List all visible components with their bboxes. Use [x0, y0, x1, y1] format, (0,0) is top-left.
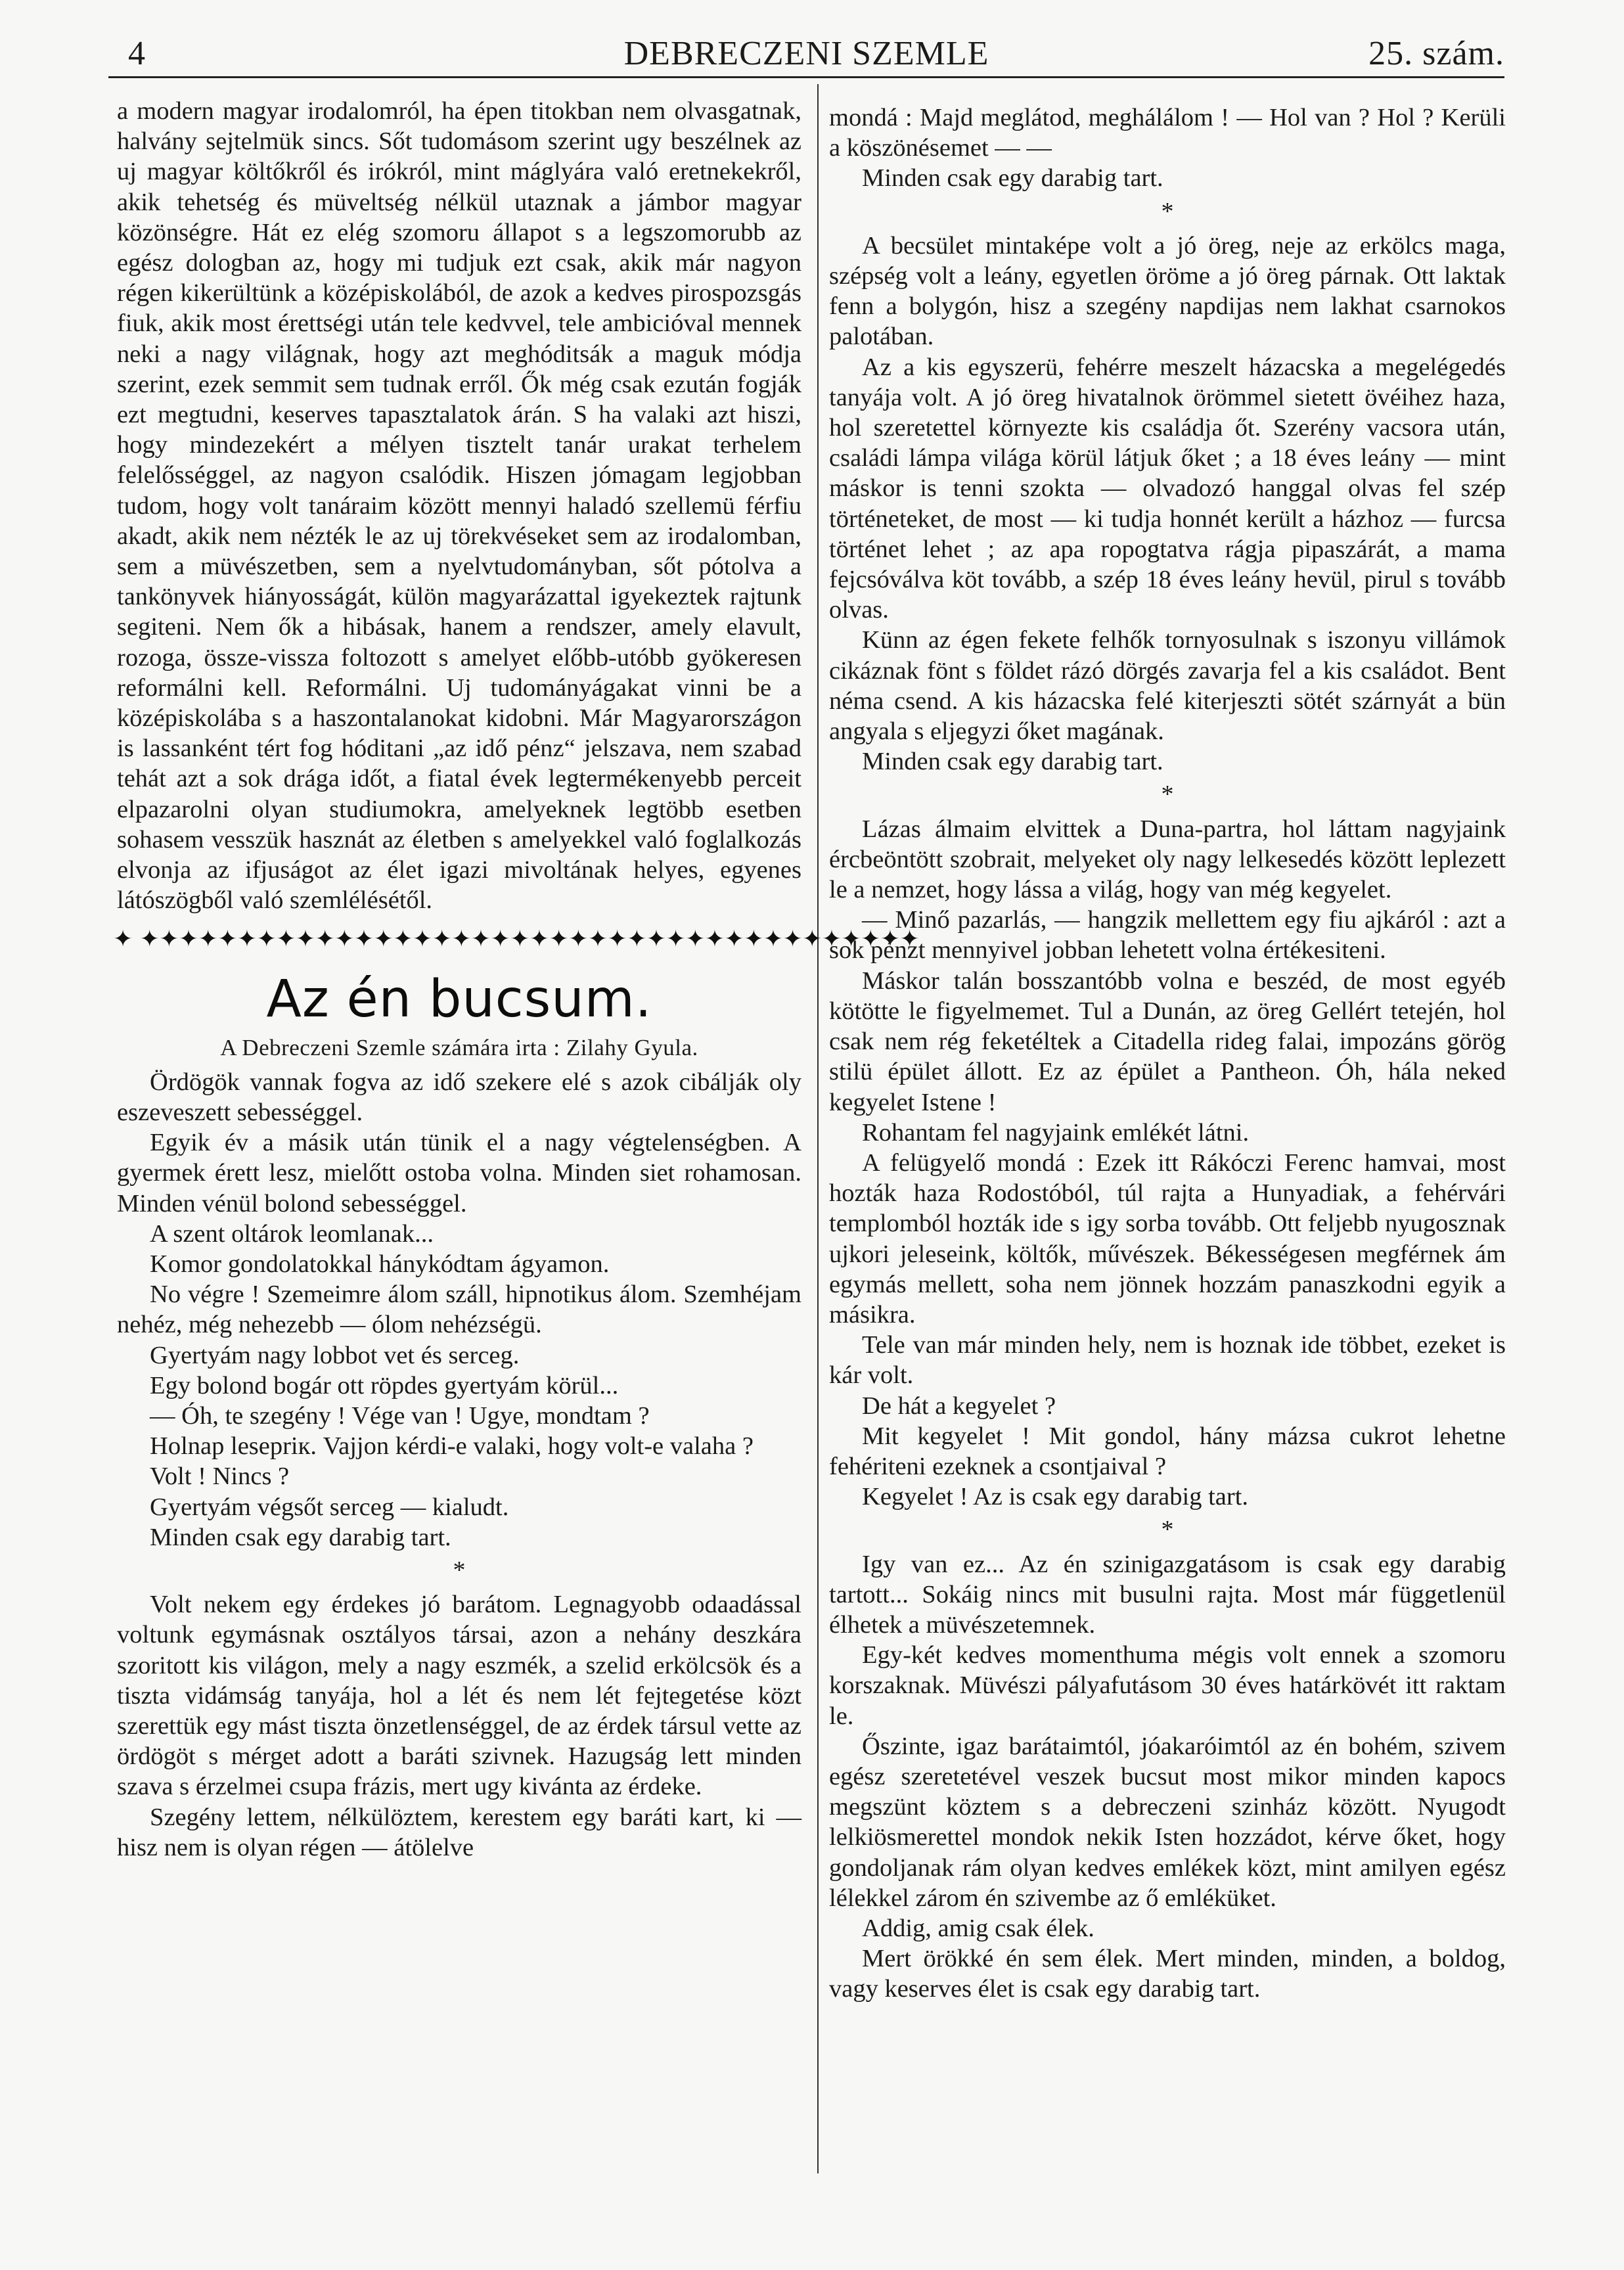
paragraph: Egy bolond bogár ott röpdes gyertyám körül... — [150, 1371, 619, 1399]
paragraph: Künn az égen fekete felhők tornyosulnak s iszonyu villámok cikáznak fönt s földet rázó dörgés zavarja fel a kis családot. Bent néma csend. A kis házacska felé kiterjeszti sötét szárnyát a bün angyala s eljegyzi őket magának. — [829, 626, 1506, 746]
paragraph: Komor gondolatokkal hánykódtam ágyamon. — [150, 1250, 610, 1278]
paragraph: Az a kis egyszerü, fehérre meszelt házacska a megelégedés tanyája volt. A jó öreg hivatalnok örömmel sietett övéihez haza, hol szeretettel környezte kis családja őt. Szerény vacsora után, családi lámpa világa körül látjuk őket ; a 18 éves leány — mint máskor is tenni szokta — olvadozó hanggal olvas fel szép történeteket, de most — ki tudja honnét került a házhoz — furcsa történet lehet ; az apa ropogtatva rágja pipaszárát, a mama fejcsóválva köt tovább, a szép 18 éves leány hevül, pirul s tovább olvas. — [829, 353, 1506, 624]
refrain: Kegyelet ! Az is csak egy darabig tart. — [862, 1483, 1249, 1511]
article-title: Az én bucsum. — [266, 969, 652, 1029]
refrain: Minden csak egy darabig tart. — [862, 748, 1163, 776]
article-byline: A Debreczeni Szemle számára irta : Zilahy Gyula. — [220, 1034, 698, 1060]
paragraph: Gyertyám nagy lobbot vet és serceg. — [150, 1341, 520, 1369]
paragraph: Egyik év a másik után tünik el a nagy végtelenségben. A gyermek érett lesz, mielőtt ostoba volna. Minden siet rohamosan. Minden vénül bolond sebességgel. — [117, 1129, 801, 1217]
page-number: 4 — [128, 35, 146, 72]
paragraph: Mit kegyelet ! Mit gondol, hány mázsa cukrot lehetne fehériteni ezeknek a csontjaival ? — [829, 1422, 1506, 1480]
right-column — [829, 102, 1506, 2005]
paragraph: A felügyelő mondá : Ezek itt Rákóczi Ferenc hamvai, most hozták haza Rodostóból, túl rajta a Hunyadiak, a fehérvári templomból hozták ide s igy sorba tovább. Ott feljebb nyugosznak ujkori jeleseink, költők, művészek. Békességesen megférnek ám egymás mellett, soha nem jönnek hozzám panaszkodni egyik a másikra. — [829, 1148, 1506, 1328]
paragraph: Gyertyám végsőt serceg — kialudt. — [150, 1493, 509, 1521]
paragraph: Rohantam fel nagyjaink emlékét látni. — [862, 1118, 1250, 1146]
refrain: Minden csak egy darabig tart. — [862, 164, 1163, 193]
section-separator: * — [1161, 781, 1174, 809]
paragraph: Volt ! Nincs ? — [150, 1463, 290, 1491]
header-rule — [108, 76, 1504, 78]
ornament-divider: ✦ ✦✦✦✦✦✦✦✦✦✦✦✦✦✦✦✦✦✦✦✦✦✦✦✦✦✦✦✦✦✦✦✦✦✦✦✦✦✦✦✦ — [113, 926, 920, 953]
closing-paragraph: Mert örökké én sem élek. Mert minden, minden, a boldog, vagy keserves élet is csak egy darabig tart. — [829, 1945, 1506, 2003]
paragraph: A becsület mintaképe volt a jó öreg, neje az erkölcs maga, szépség volt a leány, egyetlen öröme a jó öreg párnak. Ott laktak fenn a bolygón, hisz a szegény napdijas nem lakhat csarnokos palotában. — [829, 231, 1506, 351]
section-separator: * — [1161, 1516, 1174, 1544]
paragraph: — Óh, te szegény ! Vége van ! Ugye, mondtam ? — [150, 1401, 650, 1430]
paragraph: Őszinte, igaz barátaimtól, jóakaróimtól az én bohém, szivem egész szeretetével veszek bucsut most mikor minden kapocs megszünt köztem s a debreczeni szinház között. Nyugodt lelkiösmerettel mondok nekik Isten hozzádot, kérve őket, hogy gondoljanak rám olyan kedves emlékek közt, mint amilyen egész lélekkel zárom én szivembe az ő emléküket. — [829, 1732, 1506, 1912]
paragraph: No végre ! Szemeimre álom száll, hipnotikus álom. Szemhéjam nehéz, még nehezebb — ólom nehézségü. — [117, 1281, 801, 1339]
paragraph: mondá : Majd meglátod, meghálálom ! — Hol van ? Hol ? Kerüli a köszönésemet — — — [829, 104, 1506, 162]
paragraph: Lázas álmaim elvittek a Duna-partra, hol láttam nagyjaink ércbeöntött szobrait, melyeket oly nagy lelkesedés között leplezett le a nemzet, hogy lássa a világ, hogy van még kegyelet. — [829, 815, 1506, 904]
paragraph: Ördögök vannak fogva az idő szekere elé s azok cibálják oly eszeveszett sebességgel. — [117, 1068, 801, 1126]
section-separator: * — [1161, 197, 1174, 225]
issue-number: 25. szám. — [1368, 35, 1504, 72]
left-column — [113, 96, 920, 1863]
paragraph: De hát a kegyelet ? — [862, 1392, 1056, 1420]
paragraph: Tele van már minden hely, nem is hoznak ide többet, ezeket is kár volt. — [829, 1331, 1506, 1390]
column-divider — [817, 84, 819, 2173]
paragraph: Máskor talán bosszantóbb volna e beszéd, de most egyéb kötötte le figyelmemet. Tul a Dunán, az öreg Gellért tetején, hol csak nem rég feketéltek a Citadella rideg falai, impozáns görög stilü épület állott. Ez az épület a Pantheon. Óh, hála neked kegyelet Istene ! — [829, 966, 1506, 1116]
page-header — [108, 29, 1504, 75]
paragraph: Volt nekem egy érdekes jó barátom. Legnagyobb odaadással voltunk egymásnak osztályos társai, azon a nehány deszkára szoritott kis világon, mely a nagy eszmék, a szelid erkölcsök és a tiszta vidámság tanyája, hol a lét és nem lét fejtegetése közt szerettük egy mást tiszta önzetlenséggel, de az érdek társul vette az ördögöt s mérget adott a baráti szivnek. Hazugság lett minden szava s érzelmei csupa frázis, mert ugy kivánta az érdeke. — [117, 1591, 801, 1801]
continued-paragraph: a modern magyar irodalomról, ha épen titokban nem olvasgatnak, halvány sejtelmük sincs. Sőt tudomásom szerint ugy beszélnek az uj magyar költőkről és irókról, mint máglyára való eretnekekről, akik tehetség és müveltség nélkül utaznak a jámbor magyar közönségre. Hát ez elég szomoru állapot s a legszomorubb az egész dologban az, hogy mi tudjuk ezt csak, akik már nagyon régen kikerültünk a középiskolából, de azok a kedves pirospozsgás fiuk, akik most érettségi után tele kedvvel, tele ambicióval mennek neki a nagy világnak, hogy azt meghóditsák a maguk módja szerint, ezek semmit sem tudnak erről. Ők még csak ezután fogják ezt megtudni, keserves tapasztalatok árán. S ha valaki azt hiszi, hogy mindezekért a mélyen tisztelt tanár urakat terhelem felelősséggel, az nagyon csalódik. Hiszen jómagam legjobban tudom, hogy volt tanáraim között mennyi haladó szellemü férfiu akadt, akik nem nézték le az uj törekvéseket sem az irodalomban, sem a müvészetben, sem a nyelvtudományban, sőt pótolva a tankönyvek hiányosságát, külön magyarázattal igyekeztek rajtunk segiteni. Nem ők a hibásak, hanem a rendszer, amely elavult, rozoga, össze-vissza foltozott s amelyet előbb-utóbb gyökeresen reformálni kell. Reformálni. Uj tudományágakat vinni be a középiskolába s a haszontalanokat kidobni. Már Magyarországon is lassanként tért fog hóditani „az idő pénz“ jelszava, nem szabad tehát azt a sok drága időt, a fiatal évek legtermékenyebb perceit elpazarolni olyan studiumokra, amelyeknek legtöbb esetben sohasem vesszük hasznát az életben s amelyekkel való foglalkozás elvonja az ifjuságot az élet igazi mivoltának helyes, egyenes látószögből való szemlélésétől. — [117, 97, 801, 915]
publication-title: DEBRECZENI SZEMLE — [623, 35, 989, 72]
paragraph: Addig, amig csak élek. — [862, 1914, 1094, 1942]
paragraph: Szegény lettem, nélkülöztem, kerestem egy baráti kart, ki — hisz nem is olyan régen — átölelve — [117, 1803, 801, 1861]
paragraph: Holnap lesepriк. Vajjon kérdi-e valaki, hogy volt-e valaha ? — [150, 1432, 754, 1461]
paragraph: Minden csak egy darabig tart. — [150, 1523, 451, 1551]
paragraph: — Minő pazarlás, — hangzik mellettem egy fiu ajkáról : azt a sok pénzt mennyivel jobban lehetett volna értékesiteni. — [829, 906, 1506, 965]
paragraph: Igy van ez... Az én szinigazgatásom is csak egy darabig tartott... Sokáig nincs mit busulni rajta. Most már függetlenül élhetek a müvészetemnek. — [829, 1550, 1506, 1639]
section-separator: * — [453, 1556, 466, 1584]
paragraph: A szent oltárok leomlanak... — [150, 1219, 434, 1248]
paragraph: Egy-két kedves momenthuma mégis volt ennek a szomoru korszaknak. Müvészi pályafutásom 30 éves határkövét itt raktam le. — [829, 1641, 1506, 1730]
